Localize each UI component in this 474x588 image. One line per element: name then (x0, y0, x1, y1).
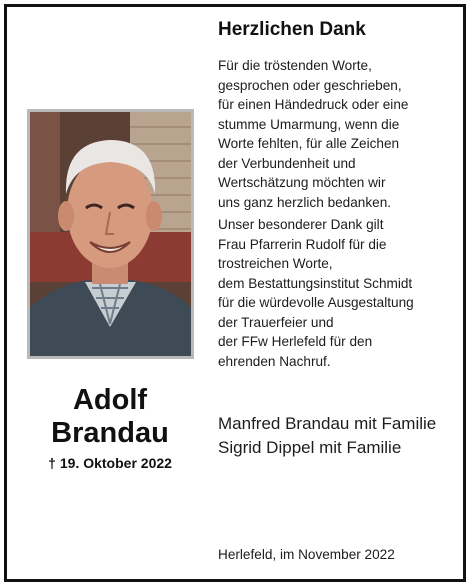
paragraph-line: Wertschätzung möchten wir (218, 175, 386, 190)
paragraph-line: der Verbundenheit und (218, 155, 356, 171)
paragraph-line: Frau Pfarrerin Rudolf für die (218, 236, 387, 252)
paragraph-line: für einen Händedruck oder eine (218, 97, 409, 112)
first-name: Adolf (72, 384, 148, 416)
paragraph-line: ehrenden Nachruf. (218, 353, 331, 369)
paragraph-line: der FFw Herlefeld für den (218, 334, 373, 349)
paragraph-line: Für die tröstenden Worte, (218, 58, 372, 73)
thanks-paragraph (218, 56, 408, 212)
deceased-name (20, 384, 200, 450)
family-line: Sigrid Dippel mit Familie (218, 438, 402, 457)
family-line: Manfred Brandau mit Familie (218, 414, 437, 433)
death-date: 19. Oktober 2022 (59, 455, 172, 471)
death-date-line (20, 455, 200, 471)
paragraph-line: Worte fehlten, für alle Zeichen (218, 136, 400, 151)
cross-icon: † (48, 455, 56, 471)
paragraph-line: dem Bestattungsinstitut Schmidt (218, 275, 413, 291)
paragraph-line: stumme Umarmung, wenn die (218, 116, 400, 132)
paragraph-line: trostreichen Worte, (218, 256, 333, 271)
last-name: Brandau (51, 417, 169, 449)
portrait-photo (27, 109, 194, 359)
family-signature (218, 412, 436, 460)
notice-heading: Herzlichen Dank (218, 19, 366, 40)
paragraph-line: gesprochen oder geschrieben, (218, 77, 402, 93)
place-date: Herlefeld, im November 2022 (218, 547, 395, 562)
paragraph-line: der Trauerfeier und (218, 314, 334, 330)
paragraph-line: für die würdevolle Ausgestaltung (218, 295, 414, 310)
paragraph-line: Unser besonderer Dank gilt (218, 217, 384, 232)
paragraph-line: uns ganz herzlich bedanken. (218, 194, 392, 210)
portrait-image (30, 112, 191, 356)
special-thanks-paragraph (218, 215, 414, 371)
